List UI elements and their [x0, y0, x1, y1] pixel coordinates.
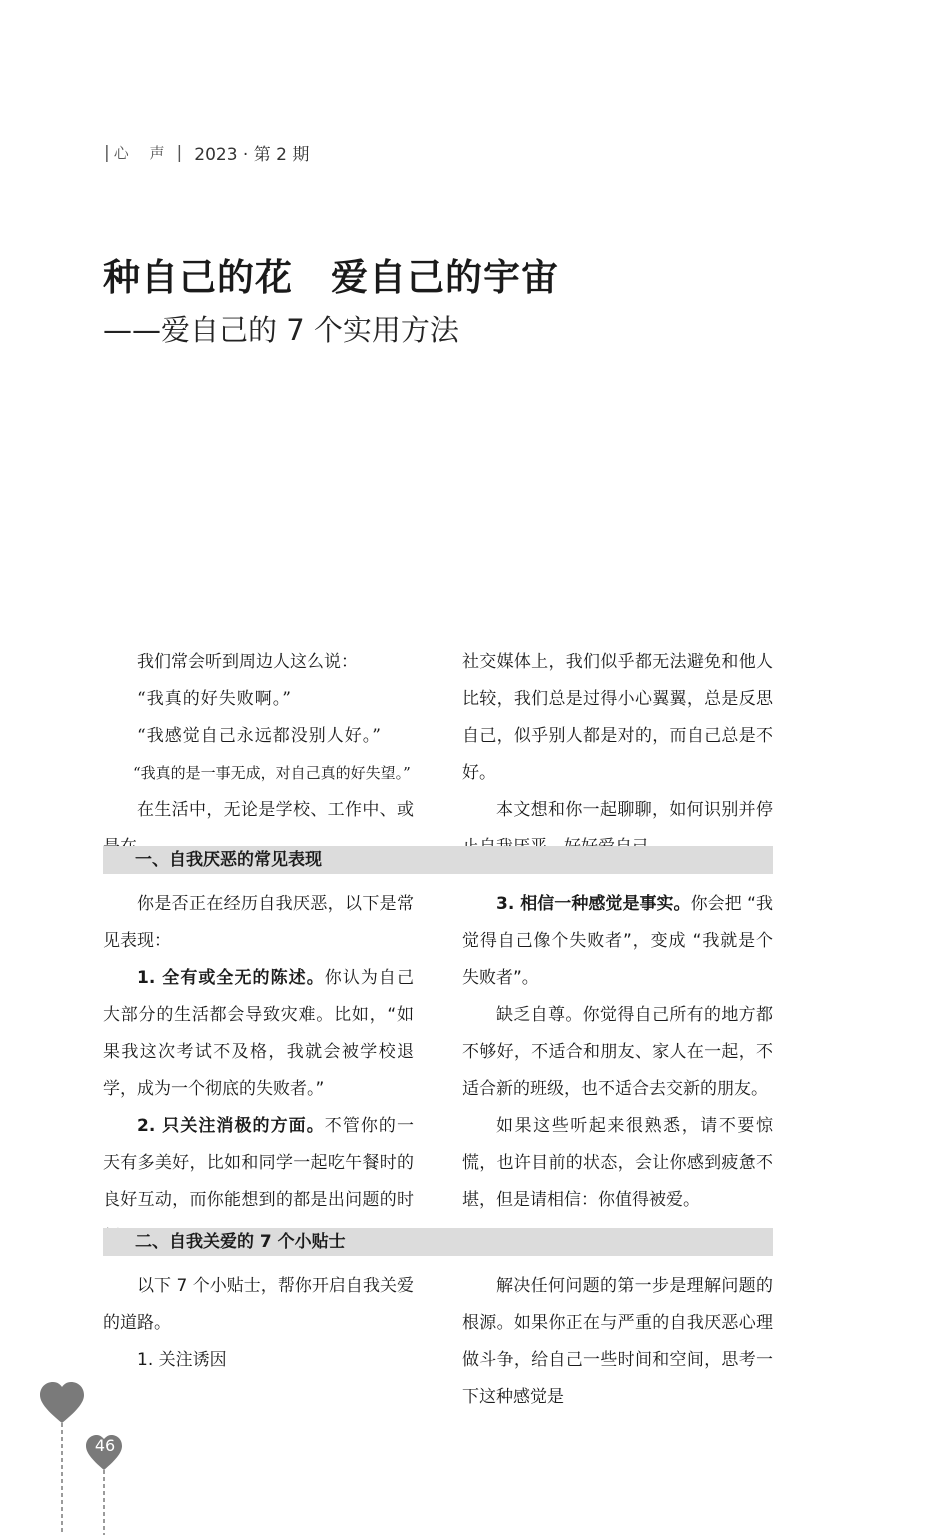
article-subtitle: ——爱自己的 7 个实用方法	[103, 313, 459, 347]
page-number: 46	[94, 1436, 116, 1455]
section1-right-column	[462, 886, 773, 1256]
list-item	[462, 886, 773, 997]
divider: |	[104, 142, 110, 163]
divider: |	[176, 142, 183, 163]
quote: “我真的是一事无成，对自己真的好失望。”	[133, 764, 411, 782]
intro-left-column	[103, 644, 414, 866]
paragraph: 社交媒体上，我们似乎都无法避免和他人比较，我们总是过得小心翼翼，总是反思自己，似乎别人都是对的，而自己总是不好。	[462, 652, 773, 783]
item-text: 不管你的一天有多美好，比如和同学一起吃午餐时的良好互动，而你能想到的都是出问题的时	[103, 1116, 414, 1210]
journal-header	[100, 140, 309, 165]
paragraph: 缺乏自尊。你觉得自己所有的地方都不够好，不适合和朋友、家人在一起，不适合新的班级，也不适合去交新的朋友。	[462, 1005, 773, 1099]
list-item	[103, 960, 414, 1108]
section2-columns	[103, 1268, 773, 1416]
section-heading: 一、自我厌恶的常见表现	[103, 846, 773, 874]
section1-left-column	[103, 886, 414, 1256]
item-text: 你会把 “我觉得自己像个失败者”，变成 “我就是个失败者”。	[462, 894, 773, 988]
item-title: 2. 只关注消极的方面。	[137, 1116, 325, 1136]
section1-columns	[103, 886, 773, 1256]
paragraph: 在生活中，无论是学校、工作中、或	[137, 800, 414, 820]
intro-columns	[103, 644, 773, 866]
paragraph: 本文想和你一起聊聊，如何识别并停	[496, 800, 773, 820]
section2-left-column	[103, 1268, 414, 1416]
item-text: 你认为自己大部分的生活都会导致灾难。比如，“如果我这次考试不及格，我就会被学校退学，成为一个彻底的失败者。”	[103, 968, 414, 1099]
paragraph: 解决任何问题的第一步是理解问题的根源。如果你正在与严重的自我厌恶心理做斗争，给自己一些时间和空间，思考一下这种感觉是	[462, 1276, 773, 1407]
issue-number: 2023 · 第 2 期	[194, 145, 310, 165]
intro-right-column	[462, 644, 773, 866]
paragraph: 以下 7 个小贴士，帮你开启自我关爱的道路。	[103, 1276, 414, 1333]
paragraph: 你是否正在经历自我厌恶，以下是常见表现：	[103, 894, 414, 951]
quote: “我真的好失败啊。”	[137, 689, 292, 709]
item-title: 3. 相信一种感觉是事实。	[496, 894, 691, 914]
paragraph: 我们常会听到周边人这么说：	[137, 652, 358, 672]
item-title: 1. 全有或全无的陈述。	[137, 968, 325, 988]
heart-decoration	[36, 1380, 146, 1535]
subheading: 1. 关注诱因	[137, 1350, 227, 1370]
heart-icon	[40, 1382, 84, 1423]
paragraph: 如果这些听起来很熟悉，请不要惊慌，也许目前的状态，会让你感到疲惫不堪，但是请相信：你值得被爱。	[462, 1116, 773, 1210]
section2-right-column	[462, 1268, 773, 1416]
section-heading: 二、自我关爱的 7 个小贴士	[103, 1228, 773, 1256]
article-title: 种自己的花 爱自己的宇宙	[103, 256, 559, 299]
column-name: 心 声	[113, 144, 173, 162]
quote: “我感觉自己永远都没别人好。”	[137, 726, 382, 746]
